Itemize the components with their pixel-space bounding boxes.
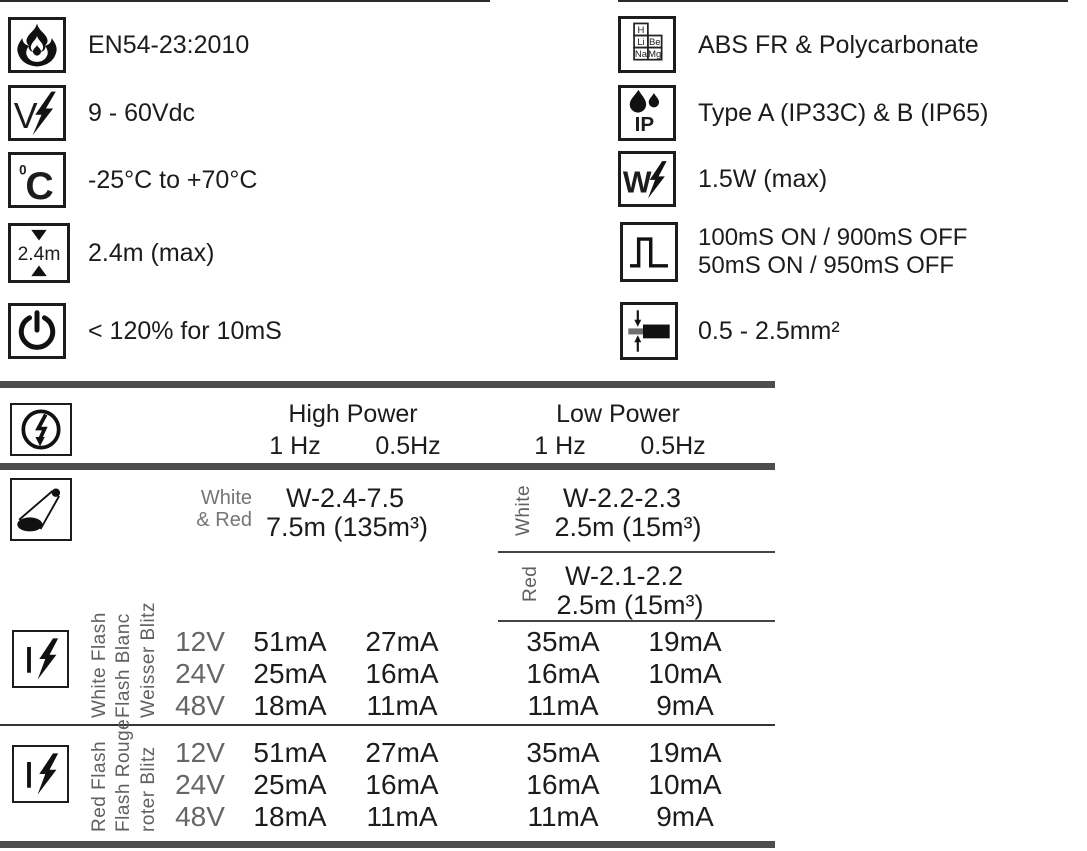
section-bar bbox=[0, 463, 775, 470]
current-icon bbox=[10, 403, 72, 456]
current-value: 19mA bbox=[648, 737, 722, 768]
coverage-lp-white-range: 2.5m (15m³) bbox=[554, 512, 702, 542]
white-flash-label-en: White Flash bbox=[89, 612, 110, 718]
current-value: 35mA bbox=[526, 626, 600, 657]
coverage-lp-red-range: 2.5m (15m³) bbox=[556, 590, 704, 620]
current-value: 11mA bbox=[527, 801, 599, 832]
spec-label-standard: EN54-23:2010 bbox=[88, 31, 250, 59]
voltage-label: 48V bbox=[175, 801, 225, 832]
voltage-icon bbox=[8, 85, 66, 141]
voltage-label: 12V bbox=[175, 626, 225, 657]
spec-label-wattage: 1.5W (max) bbox=[698, 165, 828, 193]
temperature-icon bbox=[8, 152, 66, 208]
spec-label-inrush: < 120% for 10mS bbox=[88, 317, 282, 345]
cable-size-icon bbox=[620, 302, 678, 360]
current-value: 10mA bbox=[648, 658, 722, 689]
ip-rating-icon-text: IP bbox=[634, 113, 655, 137]
coverage-lp-white-label: White bbox=[513, 484, 534, 536]
current-value: 9mA bbox=[656, 801, 714, 832]
fire-icon bbox=[8, 17, 66, 73]
flash-timing-icon bbox=[620, 222, 678, 282]
current-value: 16mA bbox=[365, 658, 439, 689]
header-lp-05hz: 0.5Hz bbox=[640, 432, 706, 460]
spec-label-temperature: -25°C to +70°C bbox=[88, 166, 258, 194]
voltage-icon-letter: V bbox=[13, 96, 38, 137]
white-flash-label-fr: Flash Blanc bbox=[113, 613, 134, 718]
current-value: 51mA bbox=[253, 626, 327, 657]
spec-label-height: 2.4m (max) bbox=[88, 239, 215, 267]
red-flash-label-fr: Flash Rouge bbox=[113, 718, 134, 832]
mounting-height-icon-text: 2.4m bbox=[17, 243, 61, 265]
divider bbox=[498, 620, 775, 622]
red-flash-icon bbox=[12, 745, 69, 803]
white-flash-label-de: Weisser Blitz bbox=[138, 602, 159, 718]
coverage-hp-range: 7.5m (135m³) bbox=[265, 512, 429, 542]
wattage-icon-letter: W bbox=[622, 166, 652, 200]
element-na: Na bbox=[634, 48, 648, 60]
spec-label-timing-1: 100mS ON / 900mS OFF bbox=[698, 224, 968, 251]
current-value: 27mA bbox=[365, 737, 439, 768]
wattage-icon bbox=[618, 151, 676, 207]
current-value: 18mA bbox=[253, 690, 327, 721]
spec-label-timing-2: 50mS ON / 950mS OFF bbox=[698, 252, 955, 279]
coverage-hp-code: W-2.4-7.5 bbox=[285, 483, 405, 513]
current-value: 11mA bbox=[527, 690, 599, 721]
inrush-power-icon bbox=[8, 303, 66, 359]
spec-label-voltage: 9 - 60Vdc bbox=[88, 99, 196, 127]
current-value: 11mA bbox=[366, 690, 438, 721]
voltage-label: 12V bbox=[175, 737, 225, 768]
white-flash-icon bbox=[12, 630, 69, 688]
mounting-height-icon bbox=[8, 223, 70, 283]
temperature-icon-letter: C bbox=[25, 163, 54, 205]
ip-rating-icon bbox=[618, 85, 676, 141]
divider bbox=[618, 0, 1068, 2]
element-h: H bbox=[637, 24, 645, 36]
coverage-lp-red-code: W-2.1-2.2 bbox=[564, 561, 684, 591]
header-hp-1hz: 1 Hz bbox=[269, 432, 321, 460]
coverage-lp-red-label: Red bbox=[520, 565, 541, 602]
header-high-power: High Power bbox=[288, 400, 418, 428]
element-be: Be bbox=[648, 36, 661, 48]
red-flash-label-de: roter Blitz bbox=[138, 746, 159, 832]
current-value: 16mA bbox=[526, 769, 600, 800]
current-value: 27mA bbox=[365, 626, 439, 657]
spec-label-materials: ABS FR & Polycarbonate bbox=[698, 31, 979, 59]
current-value: 16mA bbox=[365, 769, 439, 800]
voltage-label: 24V bbox=[175, 658, 225, 689]
coverage-hp-color-2: & Red bbox=[196, 509, 252, 531]
current-value: 51mA bbox=[253, 737, 327, 768]
section-bar bbox=[0, 841, 775, 848]
current-value: 10mA bbox=[648, 769, 722, 800]
element-mg: Mg bbox=[648, 48, 662, 60]
current-value: 11mA bbox=[366, 801, 438, 832]
element-li: Li bbox=[637, 36, 645, 48]
section-bar bbox=[0, 381, 775, 388]
current-value: 25mA bbox=[253, 769, 327, 800]
header-lp-1hz: 1 Hz bbox=[534, 432, 586, 460]
current-value: 25mA bbox=[253, 658, 327, 689]
current-value: 9mA bbox=[656, 690, 714, 721]
spec-label-cable: 0.5 - 2.5mm² bbox=[698, 317, 840, 345]
current-value: 35mA bbox=[526, 737, 600, 768]
header-hp-05hz: 0.5Hz bbox=[375, 432, 441, 460]
divider bbox=[498, 551, 775, 553]
header-low-power: Low Power bbox=[556, 400, 680, 428]
spec-label-ip: Type A (IP33C) & B (IP65) bbox=[698, 99, 989, 127]
red-flash-label-en: Red Flash bbox=[89, 740, 110, 832]
current-value: 18mA bbox=[253, 801, 327, 832]
coverage-lp-white-code: W-2.2-2.3 bbox=[562, 483, 682, 513]
materials-icon bbox=[618, 16, 676, 73]
beacon-coverage-icon bbox=[10, 478, 72, 541]
current-value: 16mA bbox=[526, 658, 600, 689]
temperature-icon-degree: 0 bbox=[19, 162, 27, 178]
coverage-hp-color-1: White bbox=[200, 487, 252, 509]
voltage-label: 48V bbox=[175, 690, 225, 721]
divider bbox=[0, 0, 490, 2]
current-value: 19mA bbox=[648, 626, 722, 657]
voltage-label: 24V bbox=[175, 769, 225, 800]
